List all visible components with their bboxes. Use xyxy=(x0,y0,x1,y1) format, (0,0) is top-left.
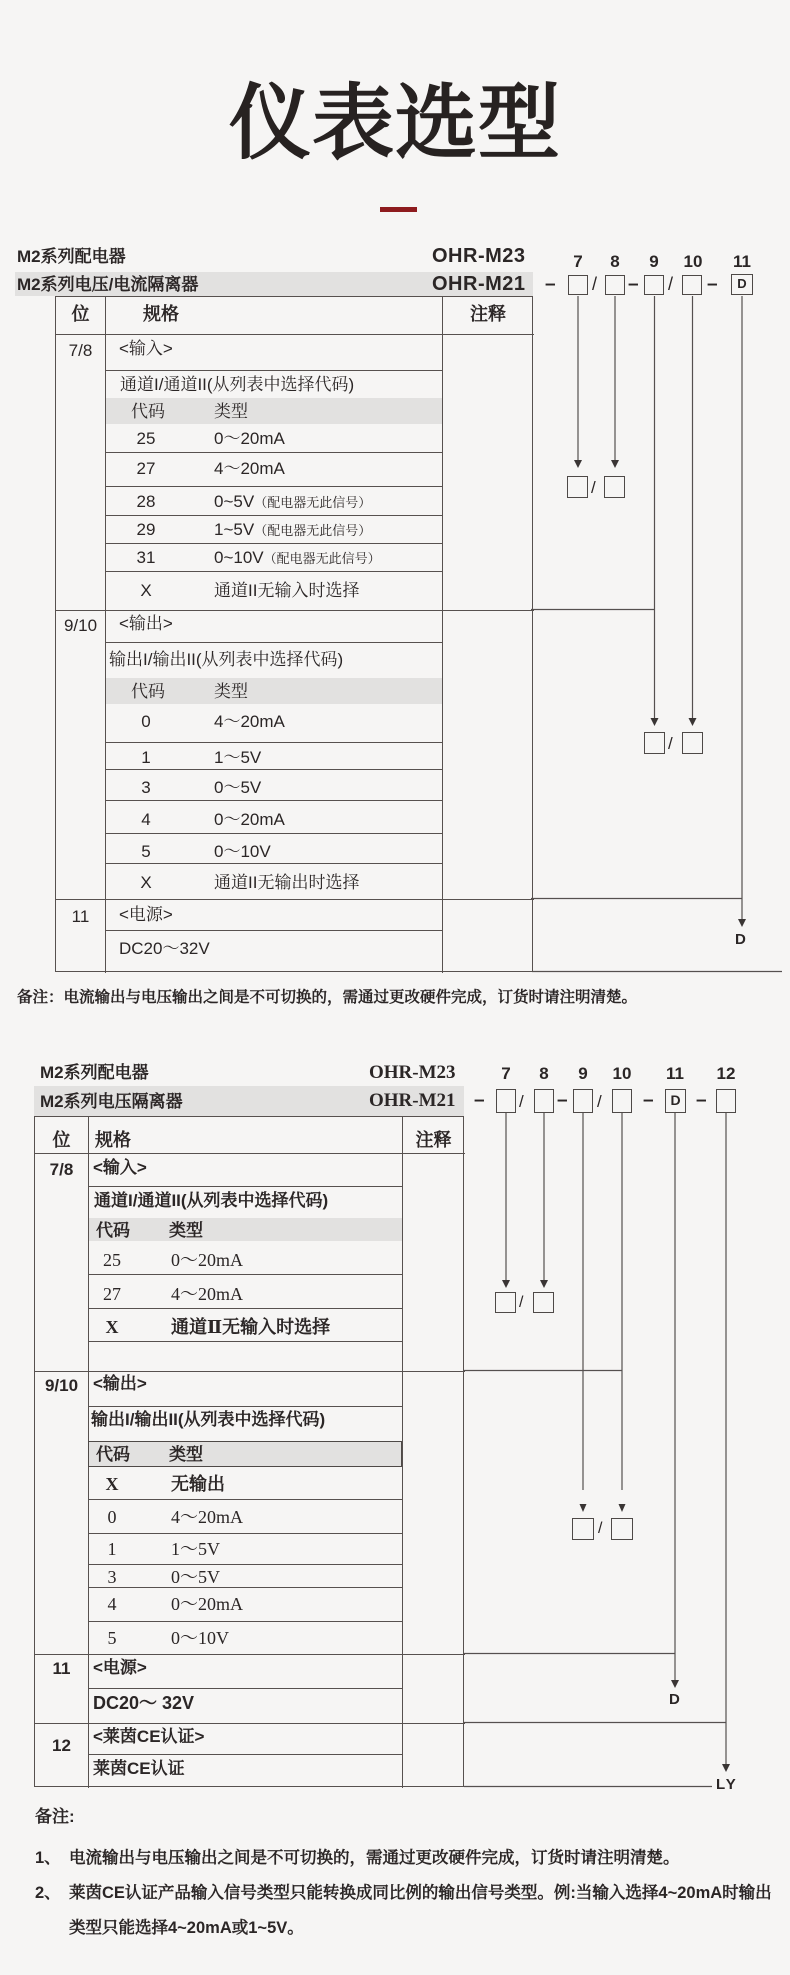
s2-digit-11: 11 xyxy=(666,1064,684,1083)
s2-group-border-3 xyxy=(35,1723,465,1724)
s1-digit-8: 8 xyxy=(610,252,620,271)
s1-output-subtitle: 输出I/输出II(从列表中选择代码) xyxy=(109,650,344,669)
s2-out-code-1: 0 xyxy=(107,1507,117,1527)
s2-ce-value: 莱茵CE认证 xyxy=(93,1759,185,1778)
s1-row-line xyxy=(106,742,442,743)
s1-model-2: OHR-M21 xyxy=(432,273,526,295)
s2-pos-910: 9/10 xyxy=(44,1376,79,1395)
s2-group-border-2 xyxy=(35,1654,465,1655)
s1-pair1-box-b xyxy=(604,476,625,498)
s1-in-type-2-val: 0~5V xyxy=(214,492,255,511)
s1-out-type-5: 通道II无输出时选择 xyxy=(214,873,360,892)
s2-selection-table xyxy=(34,1116,464,1787)
s1-in-code-4: 31 xyxy=(136,548,156,567)
s1-pos-78: 7/8 xyxy=(68,341,93,360)
s1-product-name-1: M2系列配电器 xyxy=(17,247,126,266)
s2-out-type-4: 0～20mA xyxy=(171,1594,243,1614)
s2-code-slash-2: / xyxy=(597,1092,602,1111)
s1-code-slash-1: / xyxy=(592,274,598,294)
s1-selection-table xyxy=(55,296,533,972)
s2-power-title: <电源> xyxy=(93,1658,147,1677)
s1-power-title: <电源> xyxy=(119,905,173,924)
s1-input-subtitle: 通道I/通道II(从列表中选择代码) xyxy=(120,375,355,394)
s1-d-label: D xyxy=(735,931,746,948)
s1-row-line xyxy=(106,543,442,544)
s1-row-line xyxy=(106,769,442,770)
s1-row-line xyxy=(106,452,442,453)
s1-row-line xyxy=(106,930,442,931)
section1-lines xyxy=(531,296,782,972)
s1-in-code-2: 28 xyxy=(136,492,156,511)
s1-code-box-7 xyxy=(568,275,588,295)
s2-pair2-slash: / xyxy=(598,1520,603,1537)
s2-code-box-10 xyxy=(612,1089,632,1113)
s1-row-line xyxy=(106,800,442,801)
s2-row-line xyxy=(88,1341,402,1342)
s1-pair1-box-a xyxy=(567,476,588,498)
title-accent-dash xyxy=(380,207,417,212)
s2-col-divider-2 xyxy=(402,1117,403,1788)
s1-input-col-code: 代码 xyxy=(131,402,165,421)
s2-digit-9: 9 xyxy=(578,1064,588,1083)
s2-row-line xyxy=(88,1564,402,1565)
s1-note: 备注：电流输出与电压输出之间是不可切换的，需通过更改硬件完成，订货时请注明清楚。 xyxy=(17,989,638,1006)
s2-row-line xyxy=(88,1274,402,1275)
s2-product-name-2: M2系列电压隔离器 xyxy=(40,1092,183,1111)
s1-pair1-slash: / xyxy=(591,478,596,497)
s1-out-code-3: 4 xyxy=(141,810,151,829)
s1-in-code-1: 27 xyxy=(136,459,156,478)
s2-note-num-2: 2、 xyxy=(35,1884,61,1902)
s1-in-type-4 xyxy=(214,547,381,568)
s1-code-box-11-d: D xyxy=(731,274,753,295)
s2-in-type-2: 通道Ⅱ无输入时选择 xyxy=(171,1317,331,1337)
s2-out-code-5: 5 xyxy=(107,1628,117,1648)
s2-code-box-12 xyxy=(716,1089,736,1113)
s2-pos-11: 11 xyxy=(52,1659,71,1678)
s1-out-code-1: 1 xyxy=(141,748,151,767)
s2-input-codeheader-band xyxy=(89,1218,402,1241)
s2-row-line xyxy=(88,1533,402,1534)
s1-in-type-0: 0～20mA xyxy=(214,429,285,448)
s1-input-col-type: 类型 xyxy=(214,402,248,421)
s1-row-line xyxy=(106,642,442,643)
s2-digit-10: 10 xyxy=(612,1064,632,1083)
s2-code-box-11-d: D xyxy=(665,1089,686,1113)
s2-output-col-type: 类型 xyxy=(169,1445,203,1464)
s2-output-subtitle: 输出I/输出II(从列表中选择代码) xyxy=(91,1410,326,1429)
s1-header-pos: 位 xyxy=(71,304,90,324)
s2-notes-list xyxy=(35,1841,772,1946)
s1-out-type-2: 0～5V xyxy=(214,778,262,797)
s2-input-title: <输入> xyxy=(93,1158,147,1177)
s2-out-code-0: X xyxy=(105,1474,119,1494)
s2-out-type-3: 0～5V xyxy=(171,1567,220,1587)
s2-output-col-code: 代码 xyxy=(96,1445,130,1464)
s1-in-type-5: 通道II无输入时选择 xyxy=(214,581,360,600)
section2-lines xyxy=(463,1113,726,1787)
s1-product-name-2: M2系列电压/电流隔离器 xyxy=(17,275,199,294)
s1-digit-9: 9 xyxy=(649,252,659,271)
s2-code-dash-2: – xyxy=(557,1090,568,1111)
s1-header-border xyxy=(56,334,534,335)
s1-col-divider-2 xyxy=(442,297,443,973)
s2-out-code-2: 1 xyxy=(107,1539,117,1559)
s1-code-box-8 xyxy=(605,275,625,295)
s2-out-code-3: 3 xyxy=(107,1567,117,1587)
s2-pair1-box-b xyxy=(533,1292,554,1313)
s2-row-line xyxy=(88,1308,402,1309)
s2-out-code-4: 4 xyxy=(107,1594,117,1614)
s2-in-code-1: 27 xyxy=(103,1284,121,1304)
s2-product-name-1: M2系列配电器 xyxy=(40,1063,149,1082)
s2-pos-78: 7/8 xyxy=(49,1160,74,1179)
s1-output-col-code: 代码 xyxy=(131,682,165,701)
s1-pos-11: 11 xyxy=(71,907,90,926)
s1-out-type-3: 0～20mA xyxy=(214,810,285,829)
s2-code-box-9 xyxy=(573,1089,593,1113)
s1-in-remark-4: （配电器无此信号） xyxy=(263,551,381,566)
s2-code-dash-3: – xyxy=(643,1090,654,1111)
s2-header-spec: 规格 xyxy=(95,1130,131,1150)
s2-model-2: OHR-M21 xyxy=(369,1090,456,1111)
s1-row-line xyxy=(106,863,442,864)
s1-digit-11: 11 xyxy=(733,252,751,271)
s2-model-1: OHR-M23 xyxy=(369,1062,456,1083)
s1-code-box-10 xyxy=(682,275,702,295)
s2-row-line xyxy=(88,1621,402,1622)
s1-output-title: <输出> xyxy=(119,614,173,633)
s1-power-value: DC20～32V xyxy=(119,939,210,958)
s2-pair1-slash: / xyxy=(519,1294,524,1311)
s2-code-dash-1: – xyxy=(474,1090,485,1111)
s1-in-type-3-val: 1~5V xyxy=(214,520,255,539)
s2-digit-7: 7 xyxy=(501,1064,511,1083)
s1-in-type-3 xyxy=(214,519,371,540)
s1-row-line xyxy=(106,515,442,516)
s2-row-line xyxy=(88,1499,402,1500)
s1-code-box-9 xyxy=(644,275,664,295)
s1-code-dash-1: – xyxy=(545,274,556,295)
s1-in-type-4-val: 0~10V xyxy=(214,548,264,567)
s2-header-note: 注释 xyxy=(415,1130,452,1150)
s1-output-col-type: 类型 xyxy=(214,682,248,701)
s1-out-code-0: 0 xyxy=(141,712,151,731)
s1-model-1: OHR-M23 xyxy=(432,245,526,267)
s2-input-col-code: 代码 xyxy=(96,1221,130,1240)
s2-note-num-1: 1、 xyxy=(35,1849,61,1867)
s1-pair2-box-b xyxy=(682,732,703,754)
s2-row-line xyxy=(88,1406,402,1407)
s2-pos-12: 12 xyxy=(52,1736,71,1755)
s2-ce-title: <莱茵CE认证> xyxy=(93,1727,205,1746)
s1-in-type-1: 4～20mA xyxy=(214,459,285,478)
s2-digit-12: 12 xyxy=(716,1064,736,1083)
s2-row-line xyxy=(88,1688,402,1689)
s1-out-code-4: 5 xyxy=(141,842,151,861)
s1-pos-910: 9/10 xyxy=(63,616,98,635)
s1-digit-10: 10 xyxy=(683,252,703,271)
s2-row-line xyxy=(88,1186,402,1187)
s1-group-border-2 xyxy=(56,899,534,900)
s2-out-type-1: 4～20mA xyxy=(171,1507,243,1527)
s2-d-label: D xyxy=(669,1691,680,1708)
section1-arrowheads xyxy=(574,460,746,927)
s1-in-remark-2: （配电器无此信号） xyxy=(254,495,372,510)
s2-out-type-5: 0～10V xyxy=(171,1628,229,1648)
s1-in-code-0: 25 xyxy=(136,429,156,448)
s2-power-value: DC20～ 32V xyxy=(93,1693,195,1713)
page-title: 仪表选型 xyxy=(228,78,561,169)
s2-input-subtitle: 通道I/通道II(从列表中选择代码) xyxy=(94,1191,329,1210)
s1-in-code-5: X xyxy=(140,581,152,600)
s2-code-box-8 xyxy=(534,1089,554,1113)
s2-notes-title: 备注: xyxy=(35,1807,75,1826)
s1-out-type-1: 1～5V xyxy=(214,748,262,767)
s2-header-border xyxy=(35,1153,465,1154)
s1-in-type-2 xyxy=(214,491,371,512)
s1-digit-7: 7 xyxy=(573,252,583,271)
s2-in-code-2: X xyxy=(105,1317,119,1337)
s2-note-text-2: 莱茵CE认证产品输入信号类型只能转换成同比例的输出信号类型。例:当输入选择4~20mA时输出类型只能选择4~20mA或1~5V。 xyxy=(69,1884,772,1937)
s2-note-text-1: 电流输出与电压输出之间是不可切换的，需通过更改硬件完成，订货时请注明清楚。 xyxy=(69,1849,680,1867)
s1-row-line xyxy=(106,486,442,487)
s2-code-box-7 xyxy=(496,1089,516,1113)
s2-output-codeheader-band xyxy=(88,1441,402,1467)
s2-code-slash-1: / xyxy=(519,1092,524,1111)
s1-header-note: 注释 xyxy=(470,304,506,324)
s2-in-type-1: 4～20mA xyxy=(171,1284,243,1304)
s2-note-item-1 xyxy=(35,1841,772,1876)
s2-pair1-box-a xyxy=(495,1292,516,1313)
s2-in-code-0: 25 xyxy=(103,1250,121,1270)
s1-out-code-5: X xyxy=(140,873,152,892)
s1-in-remark-3: （配电器无此信号） xyxy=(254,523,372,538)
s1-row-line xyxy=(106,571,442,572)
s2-pair2-box-b xyxy=(611,1518,633,1540)
s1-code-slash-2: / xyxy=(668,274,674,294)
s2-out-type-0: 无输出 xyxy=(171,1474,225,1494)
s1-out-code-2: 3 xyxy=(141,778,151,797)
s1-out-type-0: 4～20mA xyxy=(214,712,285,731)
s1-input-title: <输入> xyxy=(119,339,173,358)
s2-digit-8: 8 xyxy=(539,1064,549,1083)
s2-output-title: <输出> xyxy=(93,1374,147,1393)
s1-in-code-3: 29 xyxy=(136,520,156,539)
s1-pair2-box-a xyxy=(644,732,665,754)
s2-pair2-box-a xyxy=(572,1518,594,1540)
s2-out-type-2: 1～5V xyxy=(171,1539,220,1559)
s2-input-col-type: 类型 xyxy=(169,1221,203,1240)
s1-out-type-4: 0～10V xyxy=(214,842,271,861)
s1-row-line xyxy=(106,370,442,371)
s1-group-border-1 xyxy=(56,610,534,611)
s2-header-pos: 位 xyxy=(52,1130,71,1150)
s1-code-dash-2: – xyxy=(628,274,639,295)
s1-header-spec: 规格 xyxy=(143,304,179,324)
s1-pair2-slash: / xyxy=(668,734,673,753)
s1-code-dash-3: – xyxy=(707,274,718,295)
s2-in-type-0: 0～20mA xyxy=(171,1250,243,1270)
s2-row-line xyxy=(88,1754,402,1755)
s1-row-line xyxy=(106,833,442,834)
s2-group-border-1 xyxy=(35,1371,465,1372)
s2-ly-label: LY xyxy=(716,1776,738,1793)
s2-row-line xyxy=(88,1587,402,1588)
s2-code-dash-4: – xyxy=(696,1090,707,1111)
s2-note-item-2 xyxy=(35,1876,772,1946)
